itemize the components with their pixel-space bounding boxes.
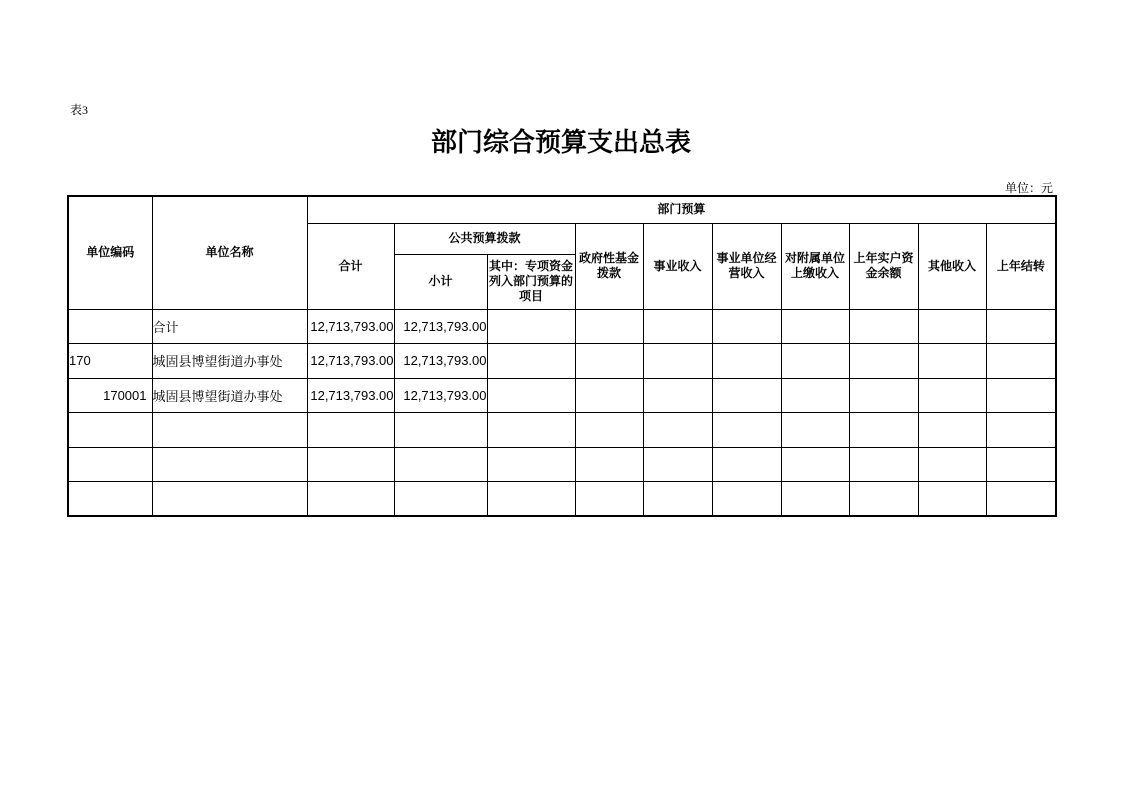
empty-cell (849, 447, 918, 482)
empty-cell (68, 482, 152, 517)
empty-cell (918, 447, 986, 482)
budget-table (67, 195, 1057, 517)
empty-cell (918, 482, 986, 517)
header-unit-code: 单位编码 (68, 196, 152, 309)
header-gov-fund: 政府性基金拨款 (575, 223, 643, 309)
cell-subtotal: 12,713,793.00 (394, 378, 487, 413)
header-other-income: 其他收入 (918, 223, 986, 309)
header-prior-year-balance: 上年实户资金余额 (849, 223, 918, 309)
cell-gov-fund (575, 309, 643, 344)
empty-cell (849, 413, 918, 448)
header-public-budget: 公共预算拨款 (394, 223, 575, 254)
header-unit-name: 单位名称 (152, 196, 307, 309)
empty-cell (643, 447, 712, 482)
cell-other-income (918, 309, 986, 344)
cell-prior-year-balance (849, 309, 918, 344)
unit-label: 单位：元 (1004, 181, 1053, 195)
cell-total: 12,713,793.00 (307, 344, 394, 379)
table-row (68, 378, 1056, 413)
empty-cell (394, 482, 487, 517)
empty-cell (575, 447, 643, 482)
sheet-label: 表3 (70, 103, 89, 117)
empty-cell (68, 447, 152, 482)
header-business-unit-income: 事业单位经营收入 (712, 223, 781, 309)
table-row (68, 309, 1056, 344)
cell-unit-name: 城固县博望街道办事处 (152, 378, 307, 413)
empty-cell (68, 413, 152, 448)
empty-cell (307, 482, 394, 517)
cell-unit-code (68, 309, 152, 344)
empty-cell (986, 413, 1056, 448)
cell-prior-year-carryover (986, 344, 1056, 379)
header-subtotal: 小计 (394, 254, 487, 309)
empty-cell (781, 447, 849, 482)
cell-other-income (918, 344, 986, 379)
empty-cell (487, 482, 575, 517)
table-row-empty (68, 482, 1056, 517)
cell-special-funds (487, 344, 575, 379)
cell-special-funds (487, 309, 575, 344)
empty-cell (712, 482, 781, 517)
header-dept-budget: 部门预算 (307, 196, 1056, 223)
cell-business-income (643, 378, 712, 413)
empty-cell (781, 413, 849, 448)
empty-cell (849, 482, 918, 517)
empty-cell (712, 447, 781, 482)
cell-gov-fund (575, 378, 643, 413)
empty-cell (918, 413, 986, 448)
cell-subtotal: 12,713,793.00 (394, 344, 487, 379)
cell-subsidiary-income (781, 344, 849, 379)
cell-subsidiary-income (781, 309, 849, 344)
cell-business-unit-income (712, 344, 781, 379)
empty-cell (643, 413, 712, 448)
page-title: 部门综合预算支出总表 (430, 128, 691, 158)
empty-cell (575, 413, 643, 448)
empty-cell (643, 482, 712, 517)
empty-cell (986, 447, 1056, 482)
cell-business-income (643, 344, 712, 379)
table-row-empty (68, 413, 1056, 448)
header-business-income: 事业收入 (643, 223, 712, 309)
cell-subsidiary-income (781, 378, 849, 413)
cell-special-funds (487, 378, 575, 413)
empty-cell (487, 447, 575, 482)
cell-total: 12,713,793.00 (307, 378, 394, 413)
cell-prior-year-carryover (986, 309, 1056, 344)
empty-cell (394, 413, 487, 448)
table-row (68, 344, 1056, 379)
cell-gov-fund (575, 344, 643, 379)
empty-cell (152, 482, 307, 517)
empty-cell (781, 482, 849, 517)
empty-cell (575, 482, 643, 517)
cell-prior-year-balance (849, 344, 918, 379)
cell-prior-year-balance (849, 378, 918, 413)
cell-total: 12,713,793.00 (307, 309, 394, 344)
cell-business-unit-income (712, 309, 781, 344)
header-special-funds: 其中：专项资金列入部门预算的项目 (487, 254, 575, 309)
empty-cell (152, 413, 307, 448)
cell-business-income (643, 309, 712, 344)
empty-cell (307, 447, 394, 482)
cell-unit-name: 城固县博望街道办事处 (152, 344, 307, 379)
cell-subtotal: 12,713,793.00 (394, 309, 487, 344)
empty-cell (712, 413, 781, 448)
cell-business-unit-income (712, 378, 781, 413)
header-total: 合计 (307, 223, 394, 309)
header-prior-year-carryover: 上年结转 (986, 223, 1056, 309)
cell-prior-year-carryover (986, 378, 1056, 413)
table-row-empty (68, 447, 1056, 482)
cell-unit-code: 170 (68, 344, 152, 379)
empty-cell (487, 413, 575, 448)
cell-other-income (918, 378, 986, 413)
empty-cell (986, 482, 1056, 517)
cell-unit-name: 合计 (152, 309, 307, 344)
header-row-1 (68, 196, 1056, 223)
empty-cell (152, 447, 307, 482)
cell-unit-code: 170001 (68, 378, 152, 413)
empty-cell (307, 413, 394, 448)
header-subsidiary-income: 对附属单位上缴收入 (781, 223, 849, 309)
empty-cell (394, 447, 487, 482)
